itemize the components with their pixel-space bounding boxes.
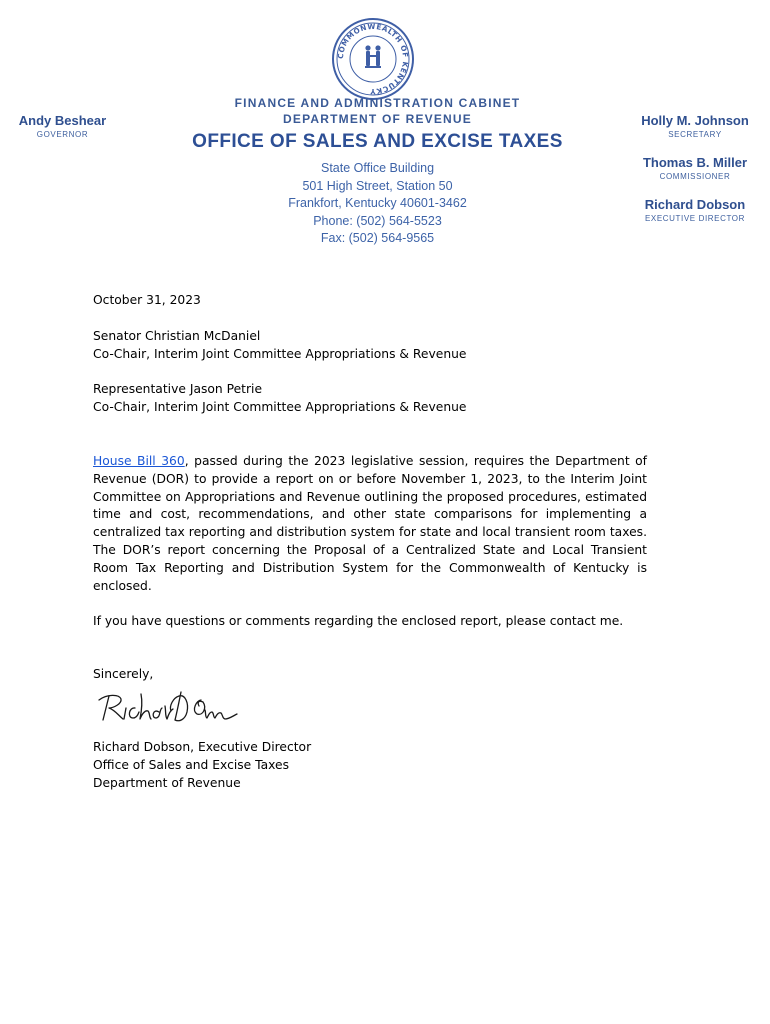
governor-name: Andy Beshear <box>18 113 107 128</box>
governor-block <box>0 113 125 155</box>
address-phone: Phone: (502) 564-5523 <box>313 213 442 228</box>
contact-paragraph: If you have questions or comments regarding the enclosed report, please contact me. <box>93 614 624 628</box>
secretary-name: Holly M. Johnson <box>641 113 749 128</box>
department-name: DEPARTMENT OF REVENUE <box>283 112 472 126</box>
address-street: 501 High Street, Station 50 <box>302 178 453 193</box>
body-paragraph-text: , passed during the 2023 legislative session, requires the Department of Revenue (DOR) to provide a report on or before November 1, 2023, to the Interim Joint Committee on Appropriations and Revenue outlining the proposed procedures, estimated time and cost, recommendations, and other state comparisons for implementing a centralized tax reporting and distribution system for state and local transient room taxes. The DOR’s report concerning the Proposal of a Centralized State and Local Transient Room Tax Reporting and Distribution System for the Commonwealth of Kentucky is enclosed. <box>93 454 648 593</box>
recipient-2 <box>93 381 647 417</box>
recipient-2-name: Representative Jason Petrie <box>93 382 263 396</box>
letter-date: October 31, 2023 <box>93 293 201 307</box>
seal-ring-text: COMMONWEALTH OF KENTUCKY <box>335 21 411 97</box>
body-paragraph <box>93 453 647 595</box>
commissioner-name: Thomas B. Miller <box>642 155 748 170</box>
recipient-1 <box>93 328 647 364</box>
recipient-2-title: Co-Chair, Interim Joint Committee Appropriations & Revenue <box>93 399 467 414</box>
agency-header <box>170 95 585 248</box>
kentucky-seal-logo <box>332 18 414 100</box>
address-city: Frankfort, Kentucky 40601-3462 <box>288 196 467 211</box>
recipient-1-name: Senator Christian McDaniel <box>93 329 261 343</box>
handwritten-signature <box>93 686 243 730</box>
closing: Sincerely, <box>93 667 154 681</box>
executive-director-title: EXECUTIVE DIRECTOR <box>645 214 745 223</box>
address-building: State Office Building <box>320 161 435 175</box>
signer-office: Office of Sales and Excise Taxes <box>93 757 290 772</box>
officials-block <box>620 113 770 239</box>
signature-block <box>93 739 647 792</box>
commissioner-title: COMMISSIONER <box>659 172 731 181</box>
house-bill-360-link[interactable]: House Bill 360 <box>93 454 185 468</box>
signer-name-title: Richard Dobson, Executive Director <box>93 740 312 754</box>
recipient-1-title: Co-Chair, Interim Joint Committee Appropriations & Revenue <box>93 346 467 361</box>
cabinet-name: FINANCE AND ADMINISTRATION CABINET <box>234 96 521 110</box>
secretary-title: SECRETARY <box>668 130 722 139</box>
executive-director-name: Richard Dobson <box>644 197 746 212</box>
signer-department: Department of Revenue <box>93 775 241 790</box>
address-fax: Fax: (502) 564-9565 <box>320 231 435 246</box>
office-name: OFFICE OF SALES AND EXCISE TAXES <box>192 131 563 152</box>
governor-title: GOVERNOR <box>36 130 89 139</box>
